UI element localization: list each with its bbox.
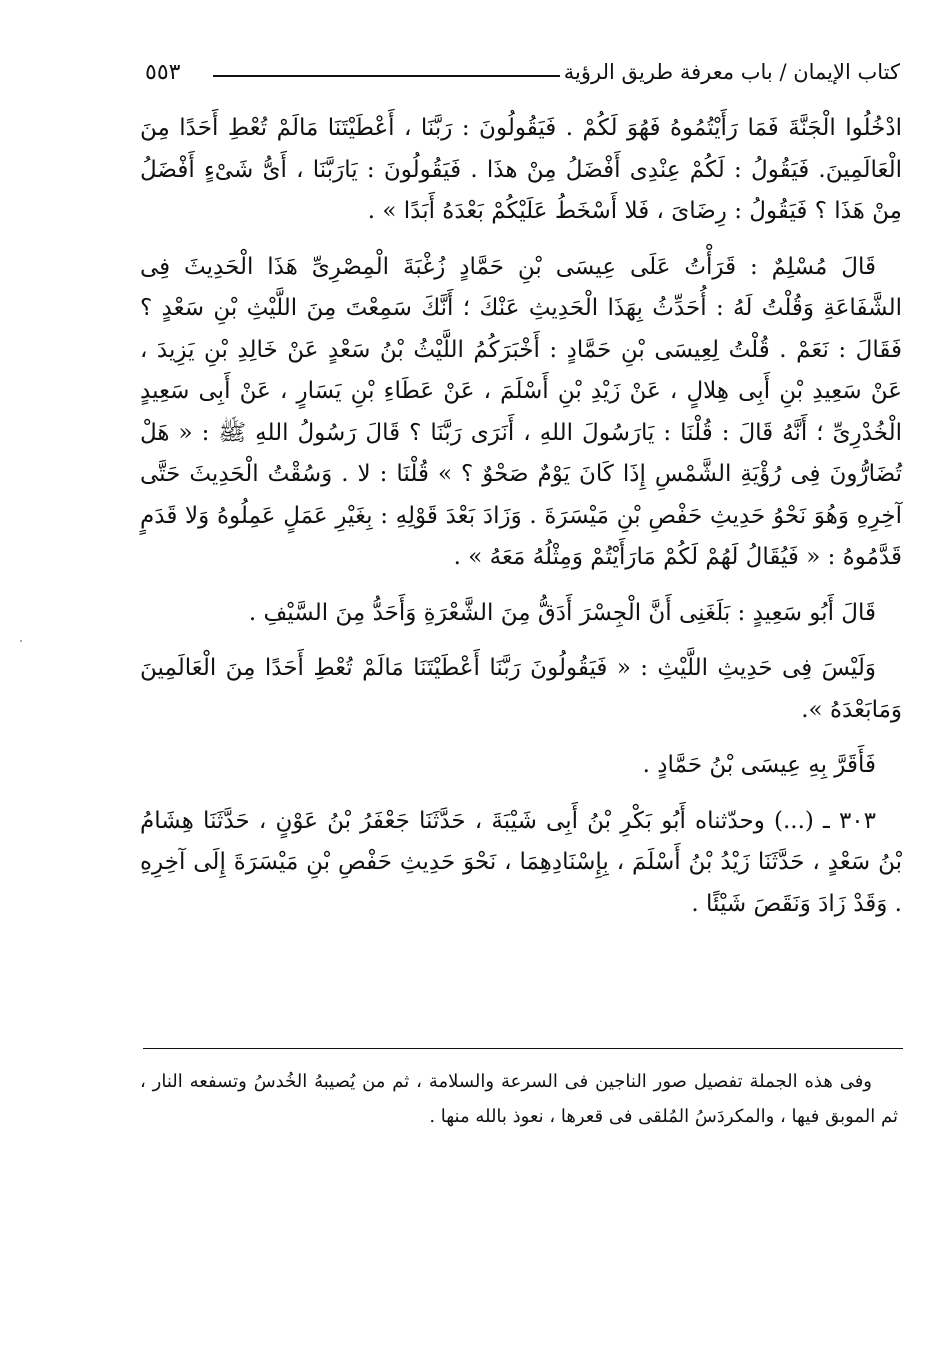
page-header <box>145 58 900 94</box>
page-number: ٥٥٣ <box>145 60 181 85</box>
footnote-rule <box>143 1048 903 1049</box>
scan-speck <box>20 640 22 642</box>
paragraph-hadith-end: ادْخُلُوا الْجَنَّةَ فَمَا رَأَيْتُمُوهُ فَهُوَ لَكُمْ . فَيَقُولُونَ : رَبَّنَا ، أَعْطَيْتَنَا مَالَمْ تُعْطِ أَحَدًا مِنَ الْعَالَمِينَ. فَيَقُولُ : لَكُمْ عِنْدِى أَفْضَلُ مِنْ هذَا . فَيَقُولُونَ : يَارَبَّنَا ، أَىُّ شَىْءٍ أَفْضَلُ مِنْ هَذَا ؟ فَيَقُولُ : رِضَاىَ ، فَلا أَسْخَطُ عَلَيْكُمْ بَعْدَهُ أَبَدًا » . <box>140 115 902 224</box>
paragraph-muslim-note: قَالَ مُسْلِمٌ : قَرَأْتُ عَلَى عِيسَى بْنِ حَمَّادٍ زُغْبَةَ الْمِصْرِىِّ هَذَا الْحَدِيثَ فِى الشَّفَاعَةِ وَقُلْتُ لَهُ : أُحَدِّثُ بِهَذَا الْحَدِيثِ عَنْكَ ؛ أَنَّكَ سَمِعْتَ مِنَ اللَّيْثِ بْنِ سَعْدٍ ؟ فَقَالَ : نَعَمْ . قُلْتُ لِعِيسَى بْنِ حَمَّادٍ : أَخْبَرَكُمُ اللَّيْثُ بْنُ سَعْدٍ عَنْ خَالِدِ بْنِ يَزِيدَ ، عَنْ سَعِيدِ بْنِ أَبِى هِلالٍ ، عَنْ زَيْدِ بْنِ أَسْلَمَ ، عَنْ عَطَاءِ بْنِ يَسَارٍ ، عَنْ أَبِى سَعِيدٍ الْخُدْرِىِّ ؛ أَنَّهُ قَالَ : قُلْنَا : يَارَسُولَ اللهِ ، أَنَرَى رَبَّنَا ؟ قَالَ رَسُولُ اللهِ ﷺ : « هَلْ تُضَارُّونَ فِى رُؤْيَةِ الشَّمْسِ إِذَا كَانَ يَوْمٌ صَحْوٌ ؟ » قُلْنَا : لا . وَسُقْتُ الْحَدِيثَ حَتَّى آخِرِهِ وَهُوَ نَحْوُ حَدِيثِ حَفْصِ بْنِ مَيْسَرَةَ . وَزَادَ بَعْدَ قَوْلِهِ : بِغَيْرِ عَمَلٍ عَمِلُوهُ وَلا قَدَمٍ قَدَّمُوهُ : « فَيُقَالُ لَهُمْ لَكُمْ مَارَأَيْتُمْ وَمِثْلُهُ مَعَهُ » . <box>140 253 902 570</box>
footnote-text: وفى هذه الجملة تفصيل صور الناجين فى السرعة والسلامة ، ثم من يُصيبهُ الخُدسُ وتسفعه النار ، ثم الموبق فيها ، والمكردَسُ المُلقى فى قعرها ، نعوذ بالله منها . <box>140 1071 898 1127</box>
header-rule <box>213 75 560 77</box>
paragraph-laith: وَلَيْسَ فِى حَدِيثِ اللَّيْثِ : « فَيَقُولُونَ رَبَّنَا أَعْطَيْتَنَا مَالَمْ تُعْطِ أَحَدًا مِنَ الْعَالَمِينَ وَمَابَعْدَهُ ». <box>140 655 902 723</box>
paragraph-isa-confirmed: فَأَقَرَّ بِهِ عِيسَى بْنُ حَمَّادٍ . <box>642 752 876 778</box>
paragraph-abu-said: قَالَ أَبُو سَعِيدٍ : بَلَغَنِى أَنَّ الْجِسْرَ أَدَقُّ مِنَ الشَّعْرَةِ وَأَحَدُّ مِنَ السَّيْفِ . <box>248 599 876 626</box>
main-text <box>140 108 902 925</box>
running-title: كتاب الإيمان / باب معرفة طريق الرؤية <box>563 60 900 84</box>
footnote <box>140 1064 898 1134</box>
paragraph-hadith-303: ٣٠٣ ـ (...) وحدّثناه أَبُو بَكْرِ بْنُ أَبِى شَيْبَةَ ، حَدَّثَنَا جَعْفَرُ بْنُ عَوْنٍ ، حَدَّثَنَا هِشَامُ بْنُ سَعْدٍ ، حَدَّثَنَا زَيْدُ بْنُ أَسْلَمَ ، بِإِسْنَادِهِمَا ، نَحْوَ حَدِيثِ حَفْصِ بْنِ مَيْسَرَةَ إِلَى آخِرِهِ . وَقَدْ زَادَ وَنَقَصَ شَيْئًا . <box>140 807 902 917</box>
